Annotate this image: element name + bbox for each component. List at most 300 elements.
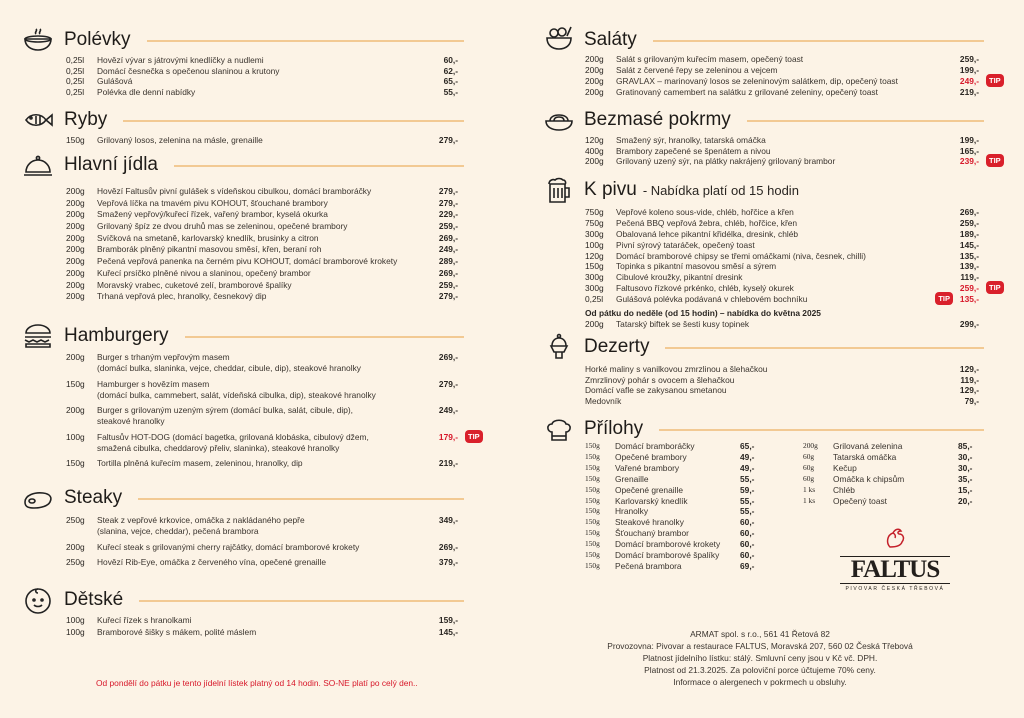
side-dish-item [803, 485, 983, 496]
item-price: 62,- [443, 65, 458, 76]
menu-item [66, 458, 462, 469]
menu-item [66, 87, 462, 98]
menu-item [66, 256, 462, 268]
side-dish-item [585, 539, 765, 550]
menu-item [554, 375, 983, 386]
item-price: 30,- [958, 462, 973, 473]
menu-item [66, 233, 462, 245]
item-portion: 100g [66, 615, 85, 625]
menu-item [66, 379, 462, 401]
item-name: Grilovaný losos, zelenina na másle, grenaille [97, 135, 263, 145]
menu-item [585, 251, 983, 262]
item-price: 135,- [959, 250, 979, 261]
side-dish-item [803, 463, 983, 474]
menu-item [66, 244, 462, 256]
item-name: Hamburger s hovězím masem [97, 378, 210, 389]
logo-wordmark: FALTUS [840, 556, 950, 584]
item-price: 145,- [438, 626, 458, 637]
item-price: 145,- [959, 239, 979, 250]
faltus-logo [840, 525, 950, 605]
item-portion: 200g [585, 319, 604, 329]
item-name: Opečený toast [833, 495, 888, 506]
item-portion: 1 ks [803, 495, 816, 505]
side-dish-item [585, 452, 765, 463]
section-heading-steaky [64, 487, 464, 509]
item-portion: 60g [803, 473, 815, 483]
item-price: 259,- [438, 221, 458, 232]
item-name: Bramborák plněný pikantní masovou směsí, křen, beraní roh [97, 244, 322, 255]
item-name: Domácí bramborové špalíky [615, 550, 720, 560]
side-dish-item [585, 485, 765, 496]
item-portion: 200g [66, 291, 85, 302]
item-portion: 150g [66, 458, 85, 468]
item-portion: 200g [66, 244, 85, 255]
item-name: Vařené brambory [615, 462, 680, 473]
item-name: Kuřecí řízek s hranolkami [97, 615, 192, 625]
item-portion: 60g [803, 462, 815, 472]
item-name: Trhaná vepřová plec, hranolky, česnekový dip [97, 291, 267, 302]
item-price: 259,- [959, 217, 979, 228]
footer-valid-from: Platnost od 21.3.2025. Za poloviční porce účtujeme 70% ceny. [644, 665, 876, 675]
item-name: Smažený sýr, hranolky, tatarská omáčka [616, 135, 766, 145]
item-name: Smažený vepřový/kuřecí řízek, vařený brambor, kyselá okurka [97, 209, 328, 220]
side-dish-item [585, 506, 765, 517]
item-portion: 200g [66, 256, 85, 267]
item-name: Domácí bramborové chipsy se třemi omáčkami (niva, česnek, chilli) [616, 250, 866, 261]
item-portion: 150g [585, 473, 600, 483]
divider [653, 40, 984, 42]
menu-item [66, 557, 462, 568]
item-portion: 200g [66, 232, 85, 243]
menu-list-steaky [66, 515, 462, 573]
item-portion: 200g [66, 186, 85, 196]
item-name: Svíčková na smetaně, karlovarský knedlík, brusinky a citron [97, 232, 319, 243]
tip-badge: TIP [986, 281, 1004, 294]
item-name: Topinka s pikantní masovou směsí a sýrem [616, 261, 777, 272]
item-portion: 1 ks [803, 484, 816, 494]
item-portion: 150g [585, 462, 600, 472]
side-dish-item [585, 528, 765, 539]
side-dish-item [585, 561, 765, 572]
item-price: 20,- [958, 495, 973, 506]
item-price: 299,- [959, 319, 979, 329]
item-price: 55,- [740, 506, 755, 517]
item-description: (domácí bulka, slaninka, vejce, cheddar, cibule, dip), steakové hranolky [97, 363, 361, 373]
item-name: Salát z červené řepy se zeleninou a vejcem [616, 64, 778, 75]
item-price: 60,- [740, 528, 755, 539]
item-price: 55,- [740, 495, 755, 506]
item-name: Domácí bramboráčky [615, 441, 695, 451]
item-portion: 120g [585, 250, 604, 261]
menu-item [66, 515, 462, 537]
side-dish-item [585, 496, 765, 507]
section-title: Dezerty [584, 336, 650, 357]
item-name: Burger s grilovaným uzeným sýrem (domácí bulka, salát, cibule, dip), [97, 405, 354, 415]
menu-item [66, 615, 462, 627]
cloche-icon [22, 150, 54, 180]
menu-item [585, 294, 983, 305]
item-name: Kuřecí steak s grilovanými cherry rajčátky, domácí bramborové krokety [97, 541, 360, 552]
section-heading-dezerty [584, 336, 984, 358]
item-portion: 150g [585, 451, 600, 461]
menu-item [66, 268, 462, 280]
item-name: Domácí bramborové krokety [615, 539, 721, 550]
item-portion: 200g [66, 221, 85, 232]
item-price: 269,- [438, 541, 458, 552]
menu-item [66, 55, 462, 66]
menu-item [66, 352, 462, 374]
item-portion: 200g [585, 86, 604, 97]
section-title: Polévky [64, 29, 131, 50]
item-portion: 200g [585, 54, 604, 64]
item-portion: 150g [585, 560, 600, 570]
item-portion: 300g [585, 283, 604, 294]
menu-item [66, 209, 462, 221]
item-price: 269,- [438, 232, 458, 243]
menu-item [66, 405, 462, 427]
item-price: 189,- [959, 228, 979, 239]
menu-item [66, 431, 480, 454]
menu-item [585, 65, 983, 76]
item-price: 119,- [960, 374, 979, 385]
item-price: 199,- [959, 64, 979, 75]
item-price: 259,- [959, 54, 979, 64]
item-portion: 200g [66, 267, 85, 278]
side-dish-item [585, 441, 765, 452]
menu-item [585, 261, 983, 272]
footer-allergens: Informace o alergenech v pokrmech u obsluhy. [673, 677, 847, 687]
item-price: 69,- [740, 560, 755, 571]
section-heading-k-pivu [584, 179, 984, 201]
side-dish-item [585, 474, 765, 485]
item-price: 60,- [740, 550, 755, 560]
item-name: Gratinovaný camembert na salátku z grilované zeleniny, opečený toast [616, 86, 878, 97]
item-name: Polévka dle denní nabídky [97, 86, 196, 97]
item-name: Vepřové koleno sous-vide, chléb, hořčice a křen [616, 207, 794, 217]
rooster-icon [882, 525, 908, 549]
section-title: Bezmasé pokrmy [584, 109, 731, 130]
fish-icon [22, 105, 54, 135]
item-price: 139,- [959, 261, 979, 272]
item-portion: 200g [585, 75, 604, 86]
menu-item [585, 229, 983, 240]
item-price: 269,- [438, 352, 458, 362]
menu-list-bezmase [585, 135, 1001, 167]
item-name: Moravský vrabec, cuketové zelí, bramborové špalíky [97, 279, 292, 290]
divider [185, 336, 464, 338]
section-heading-prilohy [584, 418, 984, 440]
section-title: K pivu [584, 179, 637, 200]
side-dish-item [803, 496, 983, 507]
menu-item [66, 627, 462, 639]
side-dish-item [585, 517, 765, 528]
item-name: Gulášová [97, 76, 133, 87]
item-name: GRAVLAX – marinovaný losos se zeleninovým salátkem, dip, opečený toast [616, 75, 898, 86]
item-price: 35,- [958, 473, 973, 484]
item-name: Hovězí Rib-Eye, omáčka z červeného vína, opečené grenaille [97, 557, 327, 567]
item-name: Pečená brambora [615, 560, 682, 571]
footer-validity: Platnost jídelního lístku: stálý. Smluvní ceny jsou v Kč vč. DPH. [642, 653, 878, 663]
item-name: Tatarský biftek se šesti kusy topinek [616, 319, 750, 329]
tip-badge: TIP [986, 154, 1004, 167]
item-name: Omáčka k chipsům [833, 473, 905, 484]
item-price: 49,- [740, 451, 755, 462]
menu-item [66, 76, 462, 87]
item-description: steakové hranolky [97, 416, 165, 426]
item-name: Pivní sýrový tataráček, opečený toast [616, 239, 755, 250]
item-portion: 300g [585, 228, 604, 239]
item-price: 60,- [443, 55, 458, 65]
steak-icon [22, 484, 54, 514]
menu-item [585, 218, 983, 229]
salad-bowl-icon [543, 24, 575, 54]
item-name: Steakové hranolky [615, 517, 684, 528]
item-name: Opečené brambory [615, 451, 687, 462]
item-portion: 150g [585, 550, 600, 559]
logo-tagline: PIVOVAR ČESKÁ TŘEBOVÁ [845, 586, 945, 592]
footer-company: ARMAT spol. s r.o., 561 41 Řetová 82 [690, 629, 830, 639]
item-portion: 200g [66, 209, 85, 220]
side-dish-item [585, 463, 765, 474]
section-heading-salaty [584, 29, 984, 51]
item-portion: 100g [66, 431, 85, 442]
child-face-icon [22, 585, 54, 615]
item-price: 249,- [438, 405, 458, 415]
menu-list-hlavni-jidla [66, 186, 462, 303]
item-portion: 100g [585, 239, 604, 250]
item-portion: 200g [66, 405, 85, 415]
section-title: Saláty [584, 29, 637, 50]
menu-item [585, 272, 983, 283]
section-heading-bezmase [584, 109, 984, 131]
item-name: Vepřová líčka na tmavém pivu KOHOUT, šťouchané brambory [97, 197, 328, 208]
item-portion: 0,25l [66, 65, 85, 76]
menu-item [66, 291, 462, 303]
item-price: 60,- [740, 517, 755, 528]
item-name: Obalovaná lehce pikantní křidélka, dresink, chléb [616, 228, 799, 239]
item-price: 129,- [959, 385, 979, 396]
tip-badge: TIP [465, 430, 483, 443]
menu-item [66, 280, 462, 292]
item-portion: 200g [66, 352, 85, 362]
menu-item [585, 156, 1001, 167]
item-price: 279,- [438, 378, 458, 389]
section-heading-hamburgery [64, 325, 464, 347]
side-dish-item [803, 452, 983, 463]
item-name: Zmrzlinový pohár s ovocem a šlehačkou [585, 374, 735, 385]
section-title: Ryby [64, 109, 108, 130]
side-dish-item [803, 474, 983, 485]
item-price: 85,- [958, 441, 973, 451]
chef-hat-icon [543, 414, 575, 444]
item-name: Grenaille [615, 473, 649, 484]
item-description: (slanina, vejce, cheddar), pečená brambora [97, 526, 259, 536]
item-name: Grilovaný uzený sýr, na plátky nakrájený grilovaný brambor [616, 156, 836, 167]
item-portion: 750g [585, 207, 604, 217]
item-name: Burger s trhaným vepřovým masem [97, 352, 230, 362]
item-price: 30,- [958, 451, 973, 462]
item-description: (domácí bulka, cammebert, salát, vídeňská cibulka, dip), steakové hranolky [97, 389, 376, 400]
item-price: 229,- [438, 209, 458, 220]
menu-item [585, 240, 983, 251]
item-portion: 60g [803, 451, 815, 461]
item-price: 60,- [740, 539, 755, 550]
section-title: Hamburgery [64, 325, 169, 346]
divider [174, 165, 464, 167]
item-portion: 0,25l [66, 76, 85, 87]
item-portion: 150g [585, 506, 600, 516]
item-price: 65,- [740, 441, 755, 451]
item-portion: 150g [585, 517, 600, 527]
side-dish-item [585, 550, 765, 561]
menu-list-weekend-offer [585, 319, 983, 330]
item-name: Salát s grilovaným kuřecím masem, opečený toast [616, 54, 804, 64]
item-name: Karlovarský knedlík [615, 495, 688, 506]
section-title: Dětské [64, 589, 124, 610]
divider [747, 120, 984, 122]
menu-item [585, 54, 983, 65]
item-price: 249,- [438, 244, 458, 255]
item-name: Faltusovo řízkové prkénko, chléb, kyselý okurek [616, 283, 794, 294]
item-portion: 0,25l [66, 86, 85, 97]
item-name: Domácí vafle se zakysanou smetanou [585, 385, 727, 396]
item-name: Hovězí vývar s játrovými knedlíčky a nudlemi [97, 55, 264, 65]
item-portion: 150g [66, 378, 85, 389]
item-portion: 150g [585, 539, 600, 549]
item-price: 55,- [740, 473, 755, 484]
item-name: Steak z vepřové krkovice, omáčka z nakládaného pepře [97, 515, 305, 525]
item-portion: 400g [585, 145, 604, 156]
divider [665, 347, 984, 349]
tip-badge: TIP [935, 292, 953, 305]
menu-item [585, 135, 983, 146]
item-portion: 0,25l [585, 294, 604, 305]
item-price: 165,- [959, 145, 979, 156]
tip-badge: TIP [986, 74, 1004, 87]
item-portion: 200g [803, 441, 818, 450]
beer-mug-icon [543, 175, 575, 205]
item-name: Šťouchaný brambor [615, 528, 689, 539]
item-portion: 250g [66, 557, 85, 567]
item-name: Grilovaná zelenina [833, 441, 903, 451]
item-portion: 300g [585, 272, 604, 283]
item-portion: 200g [66, 541, 85, 552]
section-heading-ryby [64, 109, 464, 131]
menu-list-salaty [585, 54, 1001, 98]
item-price: 279,- [438, 197, 458, 208]
item-price: 79,- [964, 396, 979, 407]
section-heading-polevky [64, 29, 464, 51]
item-price: 279,- [438, 186, 458, 196]
item-price: 219,- [959, 86, 979, 97]
menu-item [554, 364, 983, 375]
divider [659, 429, 984, 431]
item-price: 279,- [438, 291, 458, 302]
item-price: 65,- [443, 76, 458, 87]
divider [123, 120, 464, 122]
item-portion: 150g [585, 495, 600, 505]
item-name: Gulášová polévka podávaná v chlebovém bochníku [616, 294, 808, 305]
menu-item [66, 542, 462, 553]
item-name: Bramborové šišky s mákem, polité máslem [97, 626, 257, 637]
divider [147, 40, 464, 42]
item-price: 249,- [959, 75, 979, 86]
item-name: Medovník [585, 396, 622, 407]
section-heading-detske [64, 589, 464, 611]
item-portion: 150g [585, 484, 600, 494]
menu-list-k-pivu [585, 207, 1001, 305]
item-name: Hranolky [615, 506, 649, 517]
item-price: 289,- [438, 256, 458, 267]
item-price: 349,- [438, 515, 458, 525]
item-name: Opečené grenaille [615, 484, 683, 495]
item-price: 119,- [960, 272, 979, 283]
menu-list-polevky [66, 55, 462, 97]
footer-address: Provozovna: Pivovar a restaurace FALTUS, Moravská 207, 560 02 Česká Třebová [607, 641, 913, 651]
item-price: 135,- [959, 294, 979, 305]
item-portion: 200g [66, 197, 85, 208]
item-name: Pečená vepřová panenka na černém pivu KOHOUT, domácí bramborové krokety [97, 256, 398, 267]
item-price: 379,- [438, 557, 458, 567]
menu-item [585, 75, 1001, 87]
item-price: 199,- [959, 135, 979, 145]
item-name: Cibulové kroužky, pikantní dresink [616, 272, 743, 283]
footer-info [560, 628, 960, 688]
item-price: 259,- [959, 283, 979, 294]
item-price: 239,- [959, 156, 979, 167]
menu-item [585, 87, 983, 98]
item-price: 129,- [959, 364, 979, 374]
item-name: Grilovaný špíz ze dvou druhů mas se zeleninou, opečené brambory [97, 221, 348, 232]
section-title: Přílohy [584, 418, 644, 439]
ice-cream-icon [543, 332, 575, 362]
menu-item [66, 198, 462, 210]
item-portion: 200g [585, 156, 604, 167]
menu-list-ryby [66, 135, 462, 146]
item-name: Chléb [833, 484, 855, 495]
section-heading-hlavni-jidla [64, 154, 464, 176]
item-price: 15,- [958, 484, 973, 495]
item-price: 269,- [959, 207, 979, 217]
item-price: 259,- [438, 279, 458, 290]
menu-item [66, 186, 462, 198]
side-dish-item [803, 441, 983, 452]
item-portion: 0,25l [66, 55, 85, 65]
section-subtitle: - Nabídka platí od 15 hodin [642, 182, 799, 198]
item-price: 219,- [438, 458, 458, 468]
opening-hours-note: Od pondělí do pátku je tento jídelní lístek platný od 14 hodin. SO-NE platí po celý den.. [96, 678, 418, 688]
divider [138, 498, 464, 500]
item-name: Kuřecí prsíčko plněné nivou a slaninou, opečený brambor [97, 267, 311, 278]
item-portion: 150g [585, 441, 600, 450]
item-portion: 750g [585, 217, 604, 228]
item-name: Faltusův HOT-DOG (domácí bagetka, grilovaná klobáska, cibulový džem, [97, 431, 369, 442]
menu-item [66, 135, 462, 146]
item-portion: 250g [66, 515, 85, 525]
menu-list-dezerty [554, 364, 983, 407]
section-title: Hlavní jídla [64, 154, 158, 175]
menu-item [554, 385, 983, 396]
item-name: Kečup [833, 462, 857, 473]
item-price: 159,- [438, 615, 458, 625]
menu-item [585, 319, 983, 330]
item-price: 49,- [740, 462, 755, 473]
section-title: Steaky [64, 487, 123, 508]
item-name: Horké maliny s vanilkovou zmrzlinou a šlehačkou [585, 364, 768, 374]
item-price: 59,- [740, 484, 755, 495]
menu-item [554, 396, 983, 407]
item-portion: 150g [585, 261, 604, 272]
